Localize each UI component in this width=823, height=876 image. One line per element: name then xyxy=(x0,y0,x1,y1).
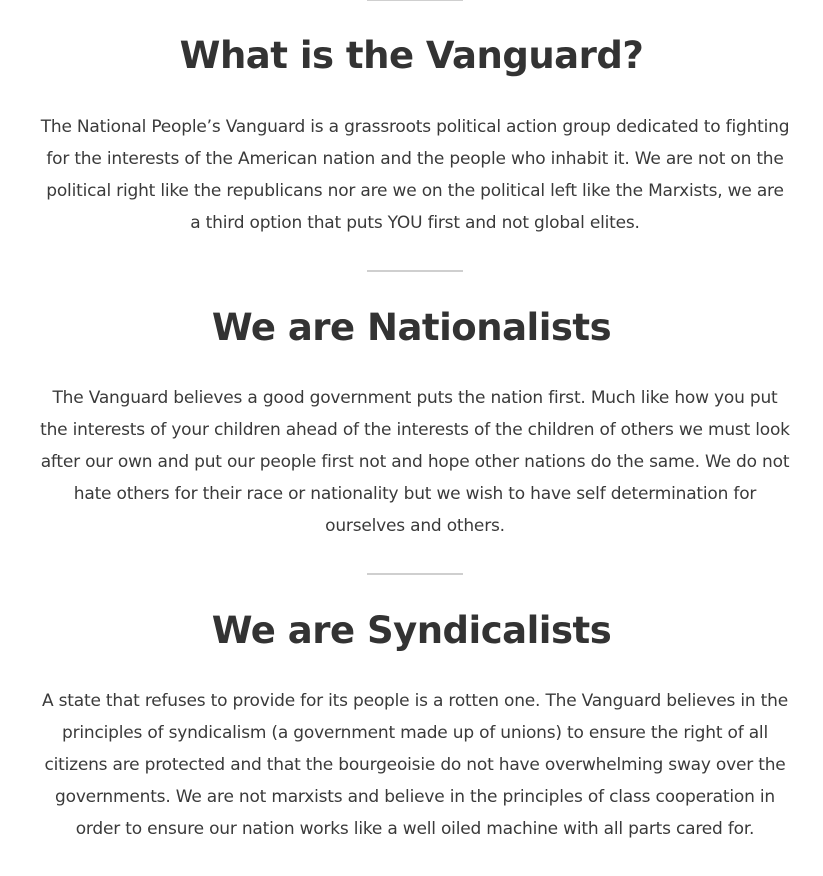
section-divider xyxy=(367,270,463,272)
section-body-nationalists: The Vanguard believes a good government puts the nation first. Much like how you put the interests of your children ahead of the interests of the children of others we must look after our own and put our people first not and hope other nations do the same. We do not hate others for their race or nationality but we wish to have self determination for ourselves and others. xyxy=(40,388,790,536)
section-heading-nationalists: We are Nationalists xyxy=(211,306,612,349)
section-divider xyxy=(367,0,463,1)
section-heading-syndicalists: We are Syndicalists xyxy=(211,609,612,652)
section-body-syndicalists: A state that refuses to provide for its people is a rotten one. The Vanguard believes in the principles of syndicalism (a government made up of unions) to ensure the right of all citizens are protected and that the bourgeoisie do not have overwhelming sway over the governments. We are not marxists and believe in the principles of class cooperation in order to ensure our nation works like a well oiled machine with all parts cared for. xyxy=(42,691,788,839)
section-body-vanguard: The National People’s Vanguard is a grassroots political action group dedicated to fighting for the interests of the American nation and the people who inhabit it. We are not on the political right like the republicans nor are we on the political left like the Marxists, we are a third option that puts YOU first and not global elites. xyxy=(40,117,790,233)
section-divider xyxy=(367,573,463,575)
section-heading-vanguard: What is the Vanguard? xyxy=(179,34,644,77)
